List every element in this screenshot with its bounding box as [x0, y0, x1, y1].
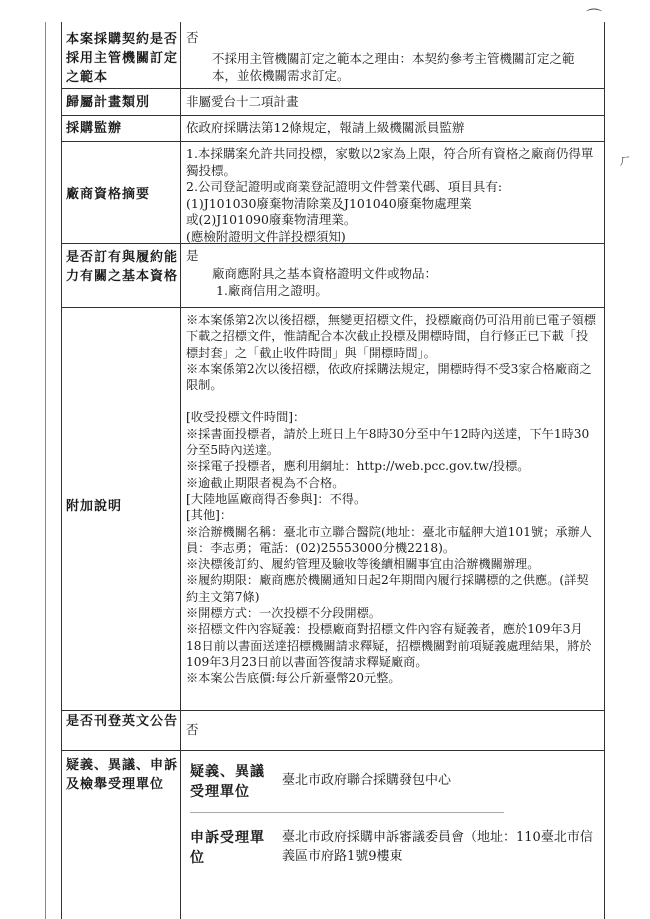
category-value: 非屬愛台十二項計畫: [186, 94, 299, 109]
additional-label: 附加說明: [66, 499, 123, 514]
capability-line: 1.廠商信用之證明。: [216, 282, 328, 298]
row-divider: [61, 115, 605, 116]
appeal-unit-value: 臺北市政府採購申訴審議委員會（地址：110臺北市信義區市府路1號9樓東: [282, 830, 593, 864]
row-divider: [61, 710, 605, 711]
template-note: 不採用主管機關訂定之範本之理由：本契約參考主管機關訂定之範本，並依機關需求訂定。: [212, 51, 575, 83]
row-divider: [61, 750, 605, 751]
qualification-line: 1.本採購案允許共同投標，家數以2家為上限，符合所有資格之廠商仍得單獨投標。: [186, 146, 594, 178]
category-label: 歸屬計畫類別: [66, 95, 151, 110]
qualification-line: (1)J101030廢棄物清除業及J101040廢棄物處理業: [186, 195, 472, 211]
table-right-border: [604, 22, 605, 919]
page-edge-mark: [45, 22, 46, 919]
additional-line: ※逾截止期限者視為不合格。: [186, 475, 345, 490]
additional-line: ※本案公告底價:每公斤新臺幣20元整。: [186, 671, 401, 686]
capability-line: 廠商應附具之基本資格證明文件或物品：: [212, 266, 438, 281]
qualification-line: 2.公司登記證明或商業登記證明文件營業代碼、項目具有:: [186, 179, 503, 194]
additional-line: ※本案係第2次以後招標，無變更招標文件，投標廠商仍可沿用前已電子領標下載之招標文件，惟請配合本次截止投標及開標時間，自行修正已下載「投標封套」之「截止收件時間」與「開標時間」。: [186, 313, 596, 360]
additional-line: ※開標方式：一次投標不分段開標。: [186, 606, 381, 621]
additional-line: ※採書面投標者，請於上班日上午8時30分至中午12時內送達，下午1時30分至5時內送達。: [186, 426, 590, 458]
objection-unit-label: 疑義、異議受理單位: [190, 764, 265, 800]
appeal-unit-label: 申訴受理單位: [190, 830, 265, 866]
capability-content: [212, 266, 598, 299]
row-divider: [61, 141, 605, 142]
table-column-divider: [180, 22, 181, 919]
english-label: 是否刊登英文公告: [66, 714, 179, 729]
additional-line: ※洽辦機關名稱：臺北市立聯合醫院(地址：臺北市艋舺大道101號；承辦人員：李志勇；電話：(02)25553000分機2218)。: [186, 524, 592, 555]
qualification-label: 廠商資格摘要: [66, 187, 151, 202]
template-label: 本案採購契約是否採用主管機關訂定之範本: [66, 32, 179, 85]
additional-line: [其他]：: [186, 508, 233, 523]
complaint-label: 疑義、異議、申訴及檢舉受理單位: [66, 758, 179, 792]
table-left-border: [61, 22, 62, 919]
capability-value: 是: [186, 248, 199, 263]
additional-line: ※招標文件內容疑義：投標廠商對招標文件內容有疑義者，應於109年3月18日前以書面送達招標機關請求釋疑，招標機關對前項疑義處理結果，將於109年3月23日前以書面答復請求釋疑廠商。: [186, 622, 592, 669]
supervision-value: 依政府採購法第12條規定，報請上級機關派員監辦: [186, 120, 465, 135]
objection-unit-value: 臺北市政府聯合採購發包中心: [282, 773, 452, 788]
qualification-line: (應檢附證明文件詳投標須知): [186, 228, 346, 244]
additional-content: [186, 312, 598, 687]
additional-line: ※採電子投標者，應利用網址：http://web.pcc.gov.tw/投標。: [186, 459, 530, 474]
row-divider: [61, 307, 605, 308]
english-value: 否: [186, 722, 199, 737]
additional-line: ※本案係第2次以後招標，依政府採購法規定，開標時得不受3家合格廠商之限制。: [186, 361, 592, 393]
row-divider: [61, 88, 605, 89]
supervision-label: 採購監辦: [66, 121, 123, 136]
additional-line: ※決標後訂約、履約管理及驗收等後續相關事宜由洽辦機關辦理。: [186, 557, 540, 572]
objection-underline: [190, 812, 504, 813]
template-value: 否: [186, 30, 199, 45]
additional-line: ※履約期限：廠商應於機關通知日起2年期間內履行採購標的之供應。(詳契約主文第7條): [186, 573, 589, 604]
edge-scan-mark: ㄏ: [618, 153, 632, 169]
additional-line: [大陸地區廠商得否參與]：不得。: [186, 491, 367, 506]
additional-line: [186, 393, 598, 409]
qualification-content: [186, 146, 598, 245]
additional-line: [收受投標文件時間]：: [186, 410, 306, 425]
qualification-line: 或(2)J101090廢棄物清理業。: [186, 212, 357, 227]
corner-scan-mark: ⌒: [586, 7, 603, 26]
capability-label: 是否訂有與履約能力有關之基本資格: [66, 250, 179, 284]
